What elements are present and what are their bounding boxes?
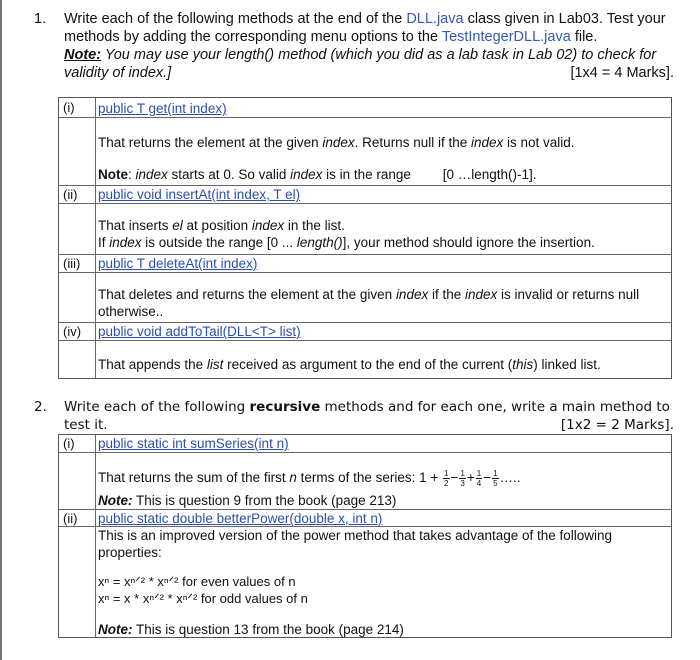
method-description: That appends the list received as argument to the end of the current (this) linked list.	[98, 357, 601, 372]
item-number: (i)	[63, 100, 75, 115]
method-signature: public static int sumSeries(int n)	[98, 436, 289, 451]
question-text: Write each of the following methods at the end of the	[64, 11, 403, 27]
question-text: methods and for each one, write a main method to test it.	[64, 399, 670, 433]
method-description: This is an improved version of the power method that takes advantage of the following properties:	[98, 528, 613, 560]
question-text: class given in Lab03. Test your methods by adding the corresponding menu options to the	[64, 11, 666, 45]
method-description: That inserts el at position index in the list. If index is outside the range [0 ... length()], your method should ignore the insertion.	[98, 218, 595, 250]
item-number: (ii)	[63, 187, 78, 202]
method-signature: public void insertAt(int index, T el)	[98, 187, 301, 202]
test-file-name: TestIntegerDLL.java	[441, 29, 571, 45]
method-signature: public T get(int index)	[98, 101, 227, 116]
formula-odd: xⁿ = x * xⁿᐟ² * xⁿᐟ² for odd values of n	[98, 591, 308, 606]
question-number: 1.	[34, 11, 47, 27]
question-text: Write each of the following	[64, 399, 250, 415]
method-note: Note: This is question 9 from the book (page 213)	[98, 493, 397, 508]
item-number: (iii)	[63, 256, 81, 271]
question-1	[34, 10, 674, 82]
method-note: Note: index starts at 0. So valid index is in the range [0 …length()-1].	[98, 167, 537, 182]
method-signature: public void addToTail(DLL<T> list)	[98, 324, 301, 339]
method-description: That returns the element at the given index. Returns null if the index is not valid.	[98, 135, 575, 150]
marks: [1x4 = 4 Marks].	[570, 65, 674, 81]
method-signature: public T deleteAt(int index)	[98, 256, 258, 271]
method-description: That deletes and returns the element at the given index if the index is invalid or returns null otherwise..	[98, 287, 640, 319]
item-number: (i)	[63, 436, 75, 451]
item-number: (iv)	[63, 324, 82, 339]
formula-even: xⁿ = xⁿᐟ² * xⁿᐟ² for even values of n	[98, 574, 296, 589]
marks: [1x2 = 2 Marks].	[560, 417, 674, 433]
page-edge	[0, 0, 2, 660]
note-label: Note:	[64, 47, 102, 63]
methods-table-2	[58, 434, 672, 638]
item-number: (ii)	[63, 511, 78, 526]
question-number: 2.	[34, 399, 47, 415]
methods-table-1	[58, 97, 672, 379]
method-description: That returns the sum of the first n terms of the series: 1 + $\frac{1}{2}$ − $\frac{1}{3}$ + $\frac{1}{4}$ − $\frac{1}{5}$ …..	[98, 469, 521, 488]
question-text: file.	[574, 29, 598, 45]
note-text: You may use your length() method (which you did as a lab task in Lab 02) to check for validity of index.]	[64, 47, 657, 81]
question-2	[34, 398, 674, 434]
class-name: DLL.java	[406, 11, 464, 27]
emphasis: recursive	[249, 399, 321, 415]
method-note: Note: This is question 13 from the book (page 214)	[98, 622, 404, 637]
method-signature: public static double betterPower(double x, int n)	[98, 511, 383, 526]
